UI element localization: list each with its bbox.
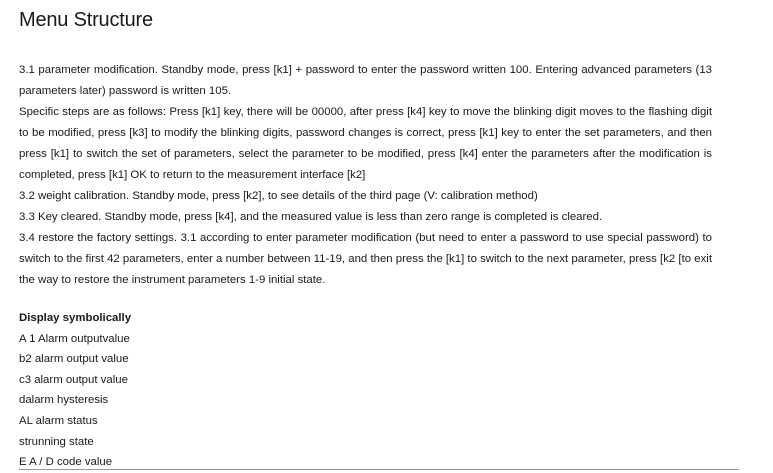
list-item: dalarm hysteresis xyxy=(19,394,109,407)
display-symbols-list xyxy=(19,329,419,473)
list-item: E A / D code value xyxy=(19,456,113,469)
page-bottom-divider xyxy=(19,469,739,470)
page-title: Menu Structure xyxy=(19,9,153,31)
paragraph-restore-factory: 3.4 restore the factory settings. 3.1 according to enter parameter modification (but need to enter a password to use special password) to switch to the first 42 parameters, enter a number between 11-19, and then press the [k1] to switch to the next parameter, press [k2 [to exit the way to restore the instrument parameters 1-9 initial state. xyxy=(19,232,712,286)
paragraph-key-cleared: 3.3 Key cleared. Standby mode, press [k4], and the measured value is less than zero range is completed is cleared. xyxy=(19,211,603,223)
display-symbols-section xyxy=(19,308,419,473)
paragraph-specific-steps: Specific steps are as follows: Press [k1] key, there will be 00000, after press [k4] key to move the blinking digit moves to the flashing digit to be modified, press [k3] to modify the blinking digits, password changes is correct, press [k1] key to enter the set parameters, and then press [k1] to switch the set of parameters, select the parameter to be modified, press [k4] enter the parameters after the modification is completed, press [k1] OK to return to the measurement interface [k2] xyxy=(19,106,712,181)
instructions-body xyxy=(19,60,712,291)
display-symbols-heading: Display symbolically xyxy=(19,312,132,324)
paragraph-weight-calibration: 3.2 weight calibration. Standby mode, press [k2], to see details of the third page (V: calibration method) xyxy=(19,190,538,202)
list-item: c3 alarm output value xyxy=(19,373,128,386)
paragraph-parameter-modification: 3.1 parameter modification. Standby mode, press [k1] + password to enter the password written 100. Entering advanced parameters (13 parameters later) password is written 105. xyxy=(19,64,712,97)
list-item: strunning state xyxy=(19,435,94,448)
list-item: AL alarm status xyxy=(19,414,98,427)
list-item: b2 alarm output value xyxy=(19,353,129,366)
list-item: A 1 Alarm outputvalue xyxy=(19,332,130,345)
